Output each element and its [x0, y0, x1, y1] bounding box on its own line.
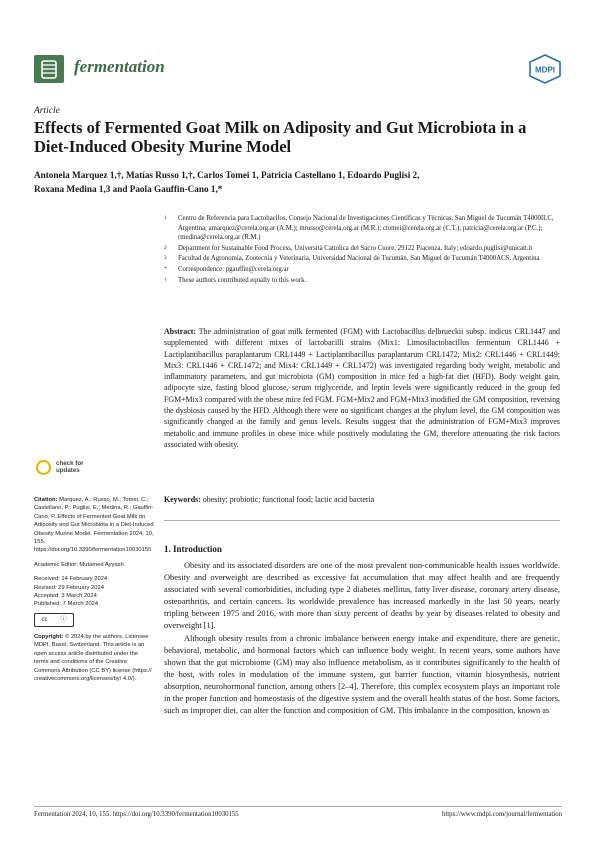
- paragraph: Obesity and its associated disorders are one of the most prevalent non-communicable health issues worldwide. Obesity and overweight are described as excessive fat accumulation that may affect health and are frequently associated with several comorbidities, including type 2 diabetes mellitus, fatty liver disease, coronary artery disease, osteoarthritis, and certain cancers. Its worldwide prevalence has increased markedly in the last 50 years, nearly tripling between 1975 and 2016, with more than sixty percent of deaths by year by diseases related to obesity and overweight [1].: [164, 561, 560, 630]
- equal-contribution-note: † These authors contributed equally to this work.: [164, 276, 307, 284]
- journal-logo-icon: [34, 55, 64, 83]
- divider: [164, 520, 560, 521]
- author-list: [34, 168, 554, 196]
- keywords-label: Keywords:: [164, 495, 201, 504]
- affiliation-item: 1 Centro de Referencia para Lactobacilos, Consejo Nacional de Investigaciones Científicas y Técnicas, San Miguel de Tucumán T4000ILC, Argentina; amarquez@cerela.org.ar (A.M.); mrusso@cerela.org.ar (M.R.); ctomei@cerela.org.ar (C.T.); patricia@cerela.org.ar (P.C.); rmedina@cerela.org.ar (R.M.): [164, 215, 554, 242]
- keywords-text: obesity; probiotic; functional food; lactic acid bacteria: [202, 495, 375, 504]
- cc-by-license-icon[interactable]: cc ⓘ: [34, 613, 74, 627]
- keywords: [164, 494, 560, 505]
- published-date: Published: 7 March 2024: [34, 601, 99, 608]
- check-updates-icon: [36, 460, 51, 475]
- journal-header: [34, 48, 562, 88]
- authors-line-2: Roxana Medina 1,3 and Paola Gauffin-Cano 1,*: [34, 184, 223, 194]
- journal-url-link[interactable]: https://www.mdpi.com/journal/fermentation: [442, 811, 562, 818]
- citation: Citation: Marquez, A.; Russo, M.; Tomei, C.; Castellano, P.; Puglisi, E.; Medina, R.; Gauffin-Cano, P. Effects of Fermented Goat Milk on Adiposity and Gut Microbiota in a Diet-Induced Obesity Murine Model. Fermentation 2024, 10, 155. https://doi.org/10.3390/fermentation10030155: [34, 497, 154, 554]
- affiliation-item: 3 Facultad de Agronomía, Zootecnia y Veterinaria, Universidad Nacional de Tucumán, San Miguel de Tucumán T4000ACS, Argentina: [164, 255, 540, 263]
- footer-citation: Fermentation 2024, 10, 155. https://doi.org/10.3390/fermentation10030155: [34, 811, 239, 818]
- paragraph: Although obesity results from a chronic imbalance between energy intake and expenditure, there are genetic, behavioral, metabolic, and hormonal factors which can influence body weight. In recent years, some authors have shown that the gut microbiome (GM) may also influence metabolism, as it contributes significantly to the health of the host, with roles in modulation of the immune system, gut barrier function, vitamin biosynthesis, nutrient absorption, neurohormonal function, among others [2–4]. Therefore, this complex ecosystem plays an important role in the proper function and homeostasis of the digestive system and the overall health status of the host. Some factors, such as improper diet, can alter the function and composition of GM. This imbalance in the composition, known as: [164, 634, 560, 715]
- article-type: Article: [34, 106, 60, 116]
- page-footer: [34, 811, 562, 818]
- footer-divider: [34, 806, 562, 807]
- journal-name: fermentation: [74, 57, 165, 76]
- accepted-date: Accepted: 3 March 2024: [34, 593, 97, 600]
- abstract-label: Abstract:: [164, 327, 196, 336]
- mdpi-logo-icon: [528, 54, 562, 84]
- revised-date: Revised: 29 February 2024: [34, 584, 104, 591]
- affiliations: [164, 214, 559, 286]
- affiliation-item: 2 Department for Sustainable Food Process, Università Cattolica del Sacro Cuore, 29122 Piacenza, Italy; edoardo.puglisi@unicatt.it: [164, 244, 533, 252]
- copyright: Copyright: © 2024 by the authors. Licensee MDPI, Basel, Switzerland. This article is an open access article distributed under the terms and conditions of the Creative Commons Attribution (CC BY) license (https:// creativecommons.org/licenses/by/ 4.0/).: [34, 633, 152, 682]
- academic-editor: Academic Editor: Mutamed Ayyash: [34, 561, 124, 568]
- svg-text:MDPI: MDPI: [535, 65, 555, 75]
- check-for-updates-button[interactable]: check for updates: [34, 458, 154, 488]
- article-sidebar: [34, 458, 154, 683]
- article-title: Effects of Fermented Goat Milk on Adiposity and Gut Microbiota in a Diet-Induced Obesity Murine Model: [34, 118, 527, 156]
- section-heading: 1. Introduction: [164, 544, 222, 554]
- abstract: [164, 326, 560, 450]
- correspondence: * Correspondence: pgauffin@cerela.org.ar: [164, 265, 289, 273]
- abstract-text: The administration of goat milk fermented (FGM) with Lactobacillus delbrueckii subsp. indicus CRL1447 and supplemented with different mixes of lactobacilli strains (Mix1: Limosilactobacillus fermentum CRL1446 + Lactiplantibacillus paraplantarum CRL1449 + Lactiplantibacillus paraplantarum CRL1472; Mix2: CRL1446 + CRL1449; Mix3: CRL1446 + CRL1472; and Mix4: CRL1449 + CRL1472) was investigated regarding body weight, metabolic and inflammatory parameters, and gut microbiota (GM) composition in mice fed a high-fat diet (HFD). Body weight gain, adipocyte size, fasting blood glucose, serum triglyceride, and leptin levels were significantly reduced in the group fed FGM+Mix3 compared with the obese mice fed FGM. FGM+Mix2 and FGM+Mix3 modified the GM composition, reversing the dysbiosis caused by the HFD. Although there were no significant changes at the phylum level, the GM composition was significantly changed at the family and genus levels. Results suggest that the administration of FGM+Mix3 improves metabolic and immune profiles in obese mice while positively modulating the GM, therefore attenuating the risk factors associated with obesity.: [164, 327, 560, 449]
- received-date: Received: 14 February 2024: [34, 576, 108, 583]
- introduction-body: [164, 560, 560, 719]
- authors-line-1: Antonela Marquez 1,†, Matías Russo 1,†, Carlos Tomei 1, Patricia Castellano 1, Edoardo Puglisi 2,: [34, 170, 420, 180]
